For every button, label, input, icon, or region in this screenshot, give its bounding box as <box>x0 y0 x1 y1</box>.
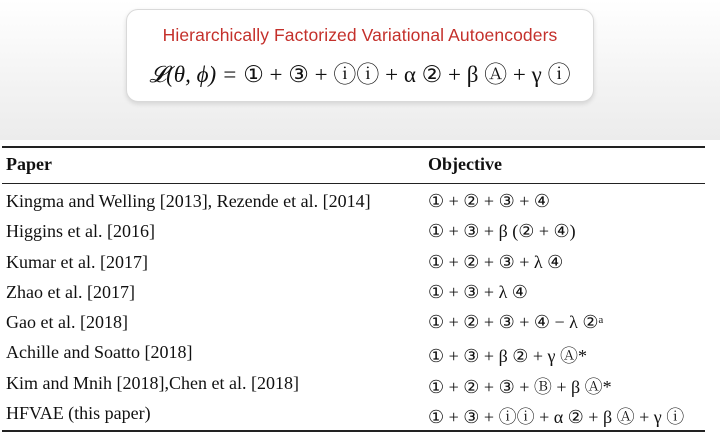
objective-cell: ① + ③ + ⓘⓘ + α ② + β Ⓐ + γ ⓘ <box>428 407 685 428</box>
formula-rhs: ① + ③ + ⓘⓘ + α ② + β Ⓐ + γ ⓘ <box>243 62 571 87</box>
table-row <box>0 400 712 430</box>
table-top-rule <box>2 146 705 148</box>
objective-cell: ① + ③ + β (② + ④) <box>428 221 576 242</box>
table-bottom-rule <box>2 430 705 432</box>
table-body <box>0 188 712 430</box>
table-row <box>0 218 712 248</box>
objective-cell: ① + ② + ③ + λ ④ <box>428 251 564 272</box>
table-header-row <box>0 154 712 178</box>
table-header-rule <box>2 183 705 184</box>
paper-cell: Zhao et al. [2017] <box>6 281 135 302</box>
objective-cell: ① + ② + ③ + ④ − λ ②ᵃ <box>428 312 604 333</box>
header-paper: Paper <box>6 154 52 174</box>
paper-cell: Kumar et al. [2017] <box>6 251 148 272</box>
objective-cell: ① + ② + ③ + Ⓑ + β Ⓐ* <box>428 376 612 397</box>
paper-cell: HFVAE (this paper) <box>6 403 151 424</box>
objective-formula <box>127 56 593 89</box>
formula-lhs: 𝓛(θ, ϕ) = <box>149 62 244 87</box>
objective-cell: ① + ③ + λ ④ <box>428 281 528 302</box>
card-title: Hierarchically Factorized Variational Autoencoders <box>162 25 558 45</box>
table-row <box>0 309 712 339</box>
paper-cell: Kim and Mnih [2018],Chen et al. [2018] <box>6 372 299 393</box>
table-row <box>0 370 712 400</box>
table-row <box>0 188 712 218</box>
objective-cell: ① + ② + ③ + ④ <box>428 191 551 211</box>
table-row <box>0 339 712 369</box>
header-objective: Objective <box>428 154 502 174</box>
paper-cell: Kingma and Welling [2013], Rezende et al. [2014] <box>6 191 371 211</box>
formula-card <box>126 9 594 102</box>
table-row <box>0 279 712 309</box>
table-row <box>0 249 712 279</box>
paper-cell: Gao et al. [2018] <box>6 312 128 333</box>
paper-cell: Achille and Soatto [2018] <box>6 342 193 363</box>
paper-cell: Higgins et al. [2016] <box>6 221 155 242</box>
objective-cell: ① + ③ + β ② + γ Ⓐ* <box>428 346 587 367</box>
